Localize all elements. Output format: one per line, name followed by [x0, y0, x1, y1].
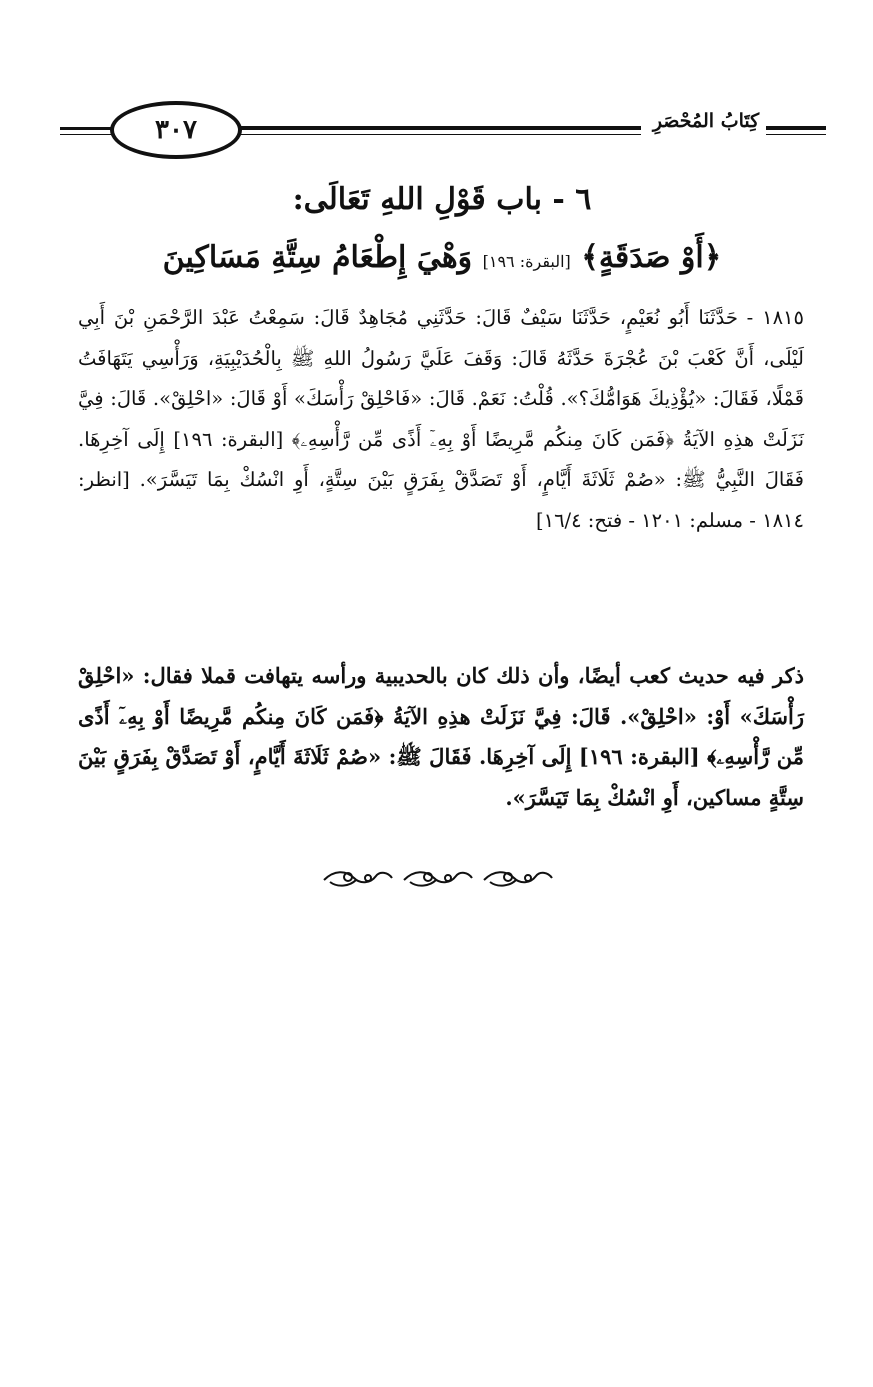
header-rule	[766, 134, 826, 135]
verse-rest: وَهْيَ إِطْعَامُ سِتَّةِ مَسَاكِينَ	[162, 240, 473, 275]
book-title: كِتَابُ المُحْصَرِ	[652, 110, 760, 132]
chapter-verse	[60, 240, 824, 275]
header-rule	[236, 134, 641, 135]
header-rule	[766, 126, 826, 130]
page-number: ٣٠٧	[110, 101, 242, 159]
hadith-text: ١٨١٥ - حَدَّثَنَا أَبُو نُعَيْمٍ، حَدَّثَنَا سَيْفٌ قَالَ: حَدَّثَنِي مُجَاهِدٌ قَالَ: سَمِعْتُ عَبْدَ الرَّحْمَنِ بْنَ أَبِي لَيْلَى، أَنَّ كَعْبَ بْنَ عُجْرَةَ حَدَّثَهُ قَالَ: وَقَفَ عَلَيَّ رَسُولُ اللهِ ﷺ بِالْحُدَيْبِيَةِ، وَرَأْسِي يَتَهَافَتُ قَمْلًا، فَقَالَ: «يُؤْذِيكَ هَوَامُّكَ؟». قُلْتُ: نَعَمْ. قَالَ: «فَاحْلِقْ رَأْسَكَ» أَوْ قَالَ: «احْلِقْ». قَالَ: فِيَّ نَزَلَتْ هذِهِ الآيَةُ ﴿فَمَن كَانَ مِنكُم مَّرِيضًا أَوْ بِهِۦٓ أَذًى مِّن رَّأْسِهِۦ﴾ [البقرة: ١٩٦] إِلَى آخِرِهَا. فَقَالَ النَّبِيُّ ﷺ: «صُمْ ثَلَاثَةَ أَيَّامٍ، أَوْ تَصَدَّقْ بِفَرَقٍ بَيْنَ سِتَّةٍ، أَوِ انْسُكْ بِمَا تَيَسَّرَ». [انظر: ١٨١٤ - مسلم: ١٢٠١ - فتح: ١٦/٤]	[78, 306, 805, 532]
header-rule	[236, 126, 641, 130]
verse-quote: ﴿أَوْ صَدَقَةٍ﴾	[581, 240, 722, 275]
commentary-text: ذكر فيه حديث كعب أيضًا، وأن ذلك كان بالحديبية ورأسه يتهافت قملا فقال: «احْلِقْ رَأْسَكَ» أَوْ: «احْلِقْ». قَالَ: فِيَّ نَزَلَتْ هذِهِ الآيَةُ ﴿فَمَن كَانَ مِنكُم مَّرِيضًا أَوْ بِهِۦٓ أَذًى مِّن رَّأْسِهِۦ﴾ [البقرة: ١٩٦] إِلَى آخِرِهَا. فَقَالَ ﷺ: «صُمْ ثَلَاثَةَ أَيَّامٍ، أَوْ تَصَدَّقْ بِفَرَقٍ بَيْنَ سِتَّةٍ مساكين، أَوِ انْسُكْ بِمَا تَيَسَّرَ».	[78, 663, 804, 810]
floral-divider-icon	[320, 866, 555, 890]
chapter-title: ٦ - باب قَوْلِ اللهِ تَعَالَى:	[292, 182, 592, 217]
running-header	[60, 96, 824, 168]
verse-reference: [البقرة: ١٩٦]	[482, 252, 571, 271]
